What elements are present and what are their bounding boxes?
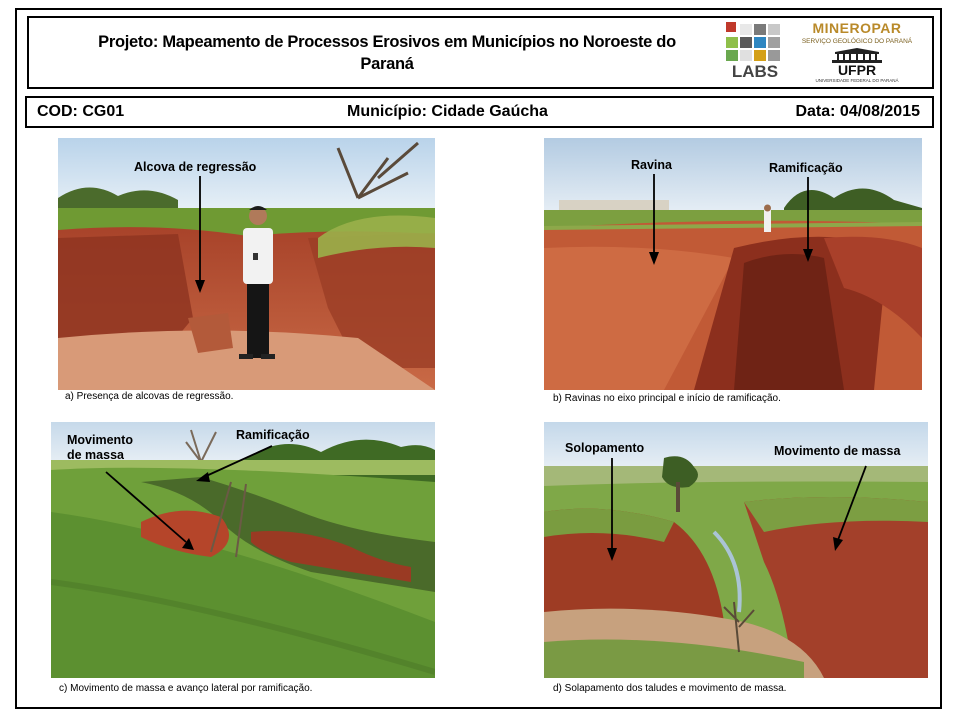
labs-logo-tile	[754, 50, 766, 61]
labs-logo-tile	[740, 37, 752, 48]
callout-movimento-c-line2: de massa	[67, 448, 124, 462]
arrow-ramificacao-b	[800, 177, 816, 263]
labs-logo-tile	[754, 37, 766, 48]
municipio-label: Município: Cidade Gaúcha	[347, 103, 548, 120]
labs-logo-tile	[768, 24, 780, 35]
mineropar-logo-text: MINEROPAR	[812, 20, 902, 36]
date-label: Data: 04/08/2015	[795, 103, 920, 120]
labs-logo-tile	[768, 50, 780, 61]
labs-logo-tile	[726, 37, 738, 48]
arrow-alcova	[192, 176, 208, 294]
mineropar-subtitle: SERVIÇO GEOLÓGICO DO PARANÁ	[801, 38, 913, 45]
callout-movimento-c	[67, 433, 133, 463]
project-title-line1: Projeto: Mapeamento de Processos Erosivos em Municípios no Noroeste do	[98, 33, 676, 51]
arrow-movimento-c	[104, 470, 196, 552]
caption-a: a) Presença de alcovas de regressão.	[65, 391, 234, 402]
callout-solopamento: Solopamento	[565, 441, 645, 455]
caption-b: b) Ravinas no eixo principal e início de ramificação.	[553, 393, 781, 404]
callout-movimento-c-line1: Movimento	[67, 433, 133, 447]
callout-ramificacao-b: Ramificação	[769, 161, 843, 175]
callout-movimento-d: Movimento de massa	[774, 444, 901, 458]
arrow-solopamento	[604, 458, 620, 562]
callout-alcova: Alcova de regressão	[134, 160, 257, 174]
cod-label: COD: CG01	[37, 103, 125, 120]
photo-a	[58, 138, 435, 390]
labs-logo-grid	[726, 24, 784, 64]
caption-c: c) Movimento de massa e avanço lateral por ramificação.	[59, 683, 313, 694]
ufpr-logo-text: UFPR	[837, 62, 877, 78]
arrow-ramificacao-c	[192, 444, 276, 484]
labs-logo-tile	[768, 37, 780, 48]
photo-a-image	[58, 138, 435, 390]
project-title-line2: Paraná	[360, 55, 414, 73]
photo-d-image	[544, 422, 928, 678]
callout-ramificacao-c: Ramificação	[236, 428, 310, 442]
arrow-movimento-d	[830, 464, 870, 552]
labs-logo	[724, 24, 786, 82]
labs-logo-tile	[726, 50, 738, 61]
mineropar-ufpr-logo	[801, 20, 913, 86]
info-bar	[25, 96, 934, 128]
labs-logo-text: LABS	[731, 62, 779, 81]
photo-d	[544, 422, 928, 678]
callout-ravina: Ravina	[631, 158, 672, 172]
labs-logo-tile	[754, 24, 766, 35]
arrow-ravina	[646, 174, 662, 266]
labs-logo-tile	[740, 50, 752, 61]
header	[27, 16, 934, 89]
caption-d: d) Solapamento dos taludes e movimento de massa.	[553, 683, 787, 694]
ufpr-subtitle: UNIVERSIDADE FEDERAL DO PARANÁ	[815, 78, 899, 83]
photo-b-image	[544, 138, 922, 390]
project-title	[62, 31, 712, 75]
labs-logo-tile-accent	[726, 22, 736, 32]
labs-logo-tile	[740, 24, 752, 35]
photo-b	[544, 138, 922, 390]
